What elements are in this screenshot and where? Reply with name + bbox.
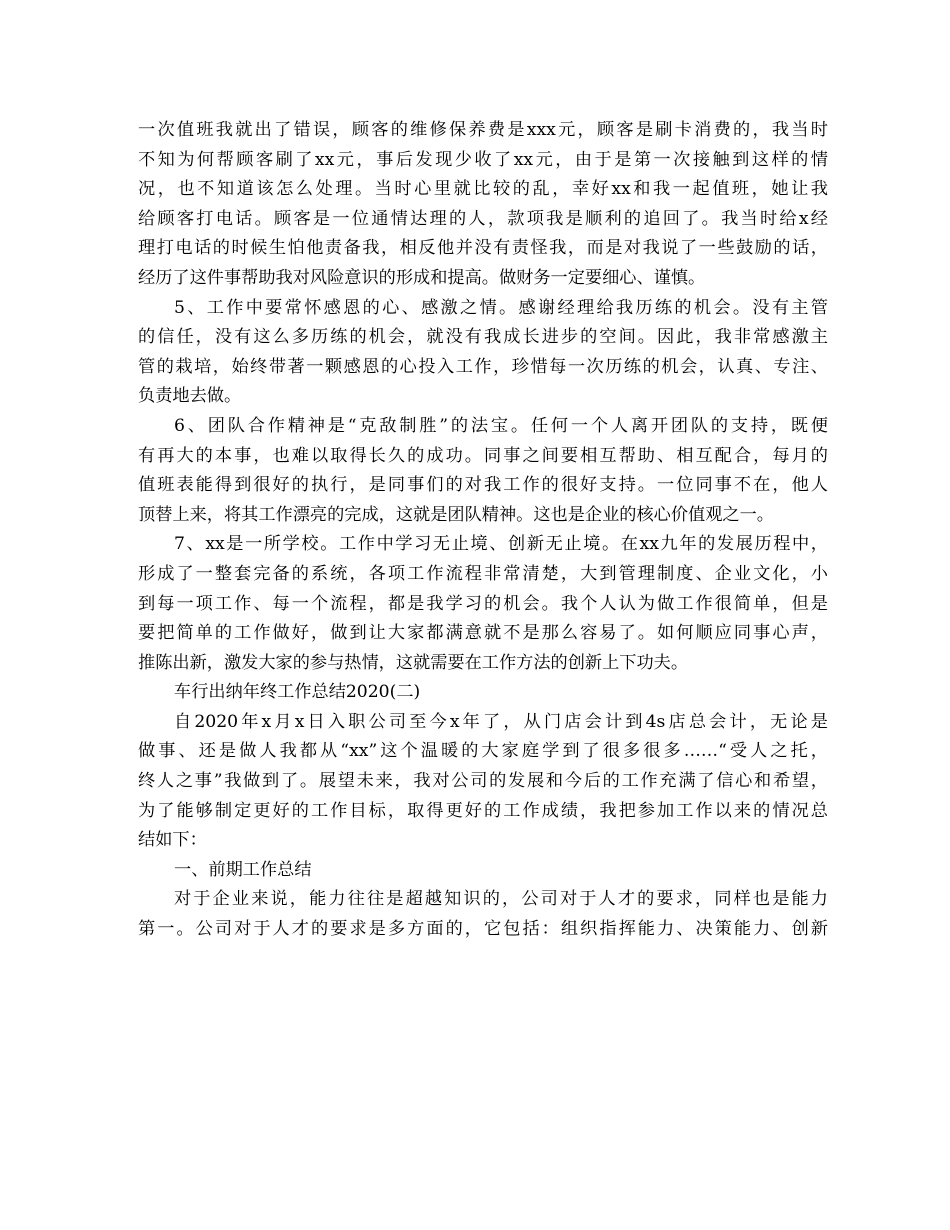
text-line: 理打电话的时候生怕他责备我，相反他并没有责怪我，而是对我说了一些鼓励的话， xyxy=(138,238,828,259)
document-body xyxy=(138,116,828,945)
text-line: 结如下： xyxy=(138,830,207,851)
text-line: 做事、还是做人我都从“xx”这个温暖的大家庭学到了很多很多……“受人之托， xyxy=(138,741,828,762)
text-line: 况，也不知道该怎么处理。当时心里就比较的乱，幸好xx和我一起值班，她让我 xyxy=(138,179,828,200)
text-line: 的信任，没有这么多历练的机会，就没有我成长进步的空间。因此，我非常感激主 xyxy=(138,327,828,348)
text-line: 负责地去做。 xyxy=(138,386,242,407)
text-line: 给顾客打电话。顾客是一位通情达理的人，款项我是顺利的追回了。我当时给x经 xyxy=(138,208,828,229)
text-line: 6、团队合作精神是“克敌制胜”的法宝。任何一个人离开团队的支持，既便 xyxy=(174,415,828,436)
text-line: 车行出纳年终工作总结2020(二) xyxy=(174,682,421,703)
text-line: 经历了这件事帮助我对风险意识的形成和提高。做财务一定要细心、谨慎。 xyxy=(138,267,706,288)
text-line: 5、工作中要常怀感恩的心、感激之情。感谢经理给我历练的机会。没有主管 xyxy=(174,297,828,318)
text-line: 要把简单的工作做好，做到让大家都满意就不是那么容易了。如何顺应同事心声， xyxy=(138,623,828,644)
text-line: 为了能够制定更好的工作目标，取得更好的工作成绩，我把参加工作以来的情况总 xyxy=(138,800,828,821)
text-line: 有再大的本事，也难以取得长久的成功。同事之间要相互帮助、相互配合，每月的 xyxy=(138,445,828,466)
text-line: 自2020年x月x日入职公司至今x年了，从门店会计到4s店总会计，无论是 xyxy=(174,711,828,732)
text-line: 对于企业来说，能力往往是超越知识的，公司对于人才的要求，同样也是能力 xyxy=(174,889,828,910)
text-line: 顶替上来，将其工作漂亮的完成，这就是团队精神。这也是企业的核心价值观之一。 xyxy=(138,504,774,525)
text-line: 一、前期工作总结 xyxy=(174,859,312,880)
text-line: 第一。公司对于人才的要求是多方面的，它包括：组织指挥能力、决策能力、创新 xyxy=(138,919,828,940)
text-line: 形成了一整套完备的系统，各项工作流程非常清楚，大到管理制度、企业文化，小 xyxy=(138,563,828,584)
text-line: 不知为何帮顾客刷了xx元，事后发现少收了xx元，由于是第一次接触到这样的情 xyxy=(138,149,828,170)
text-line: 管的栽培，始终带著一颗感恩的心投入工作，珍惜每一次历练的机会，认真、专注、 xyxy=(138,356,828,377)
text-line: 一次值班我就出了错误，顾客的维修保养费是xxx元，顾客是刷卡消费的，我当时 xyxy=(138,120,828,140)
text-line: 推陈出新，激发大家的参与热情，这就需要在工作方法的创新上下功夫。 xyxy=(138,652,689,673)
text-line: 终人之事”我做到了。展望未来，我对公司的发展和今后的工作充满了信心和希望， xyxy=(138,771,828,792)
text-line: 7、xx是一所学校。工作中学习无止境、创新无止境。在xx九年的发展历程中， xyxy=(174,534,828,555)
text-line: 到每一项工作、每一个流程，都是我学习的机会。我个人认为做工作很简单，但是 xyxy=(138,593,828,614)
text-line: 值班表能得到很好的执行，是同事们的对我工作的很好支持。一位同事不在，他人 xyxy=(138,475,828,496)
